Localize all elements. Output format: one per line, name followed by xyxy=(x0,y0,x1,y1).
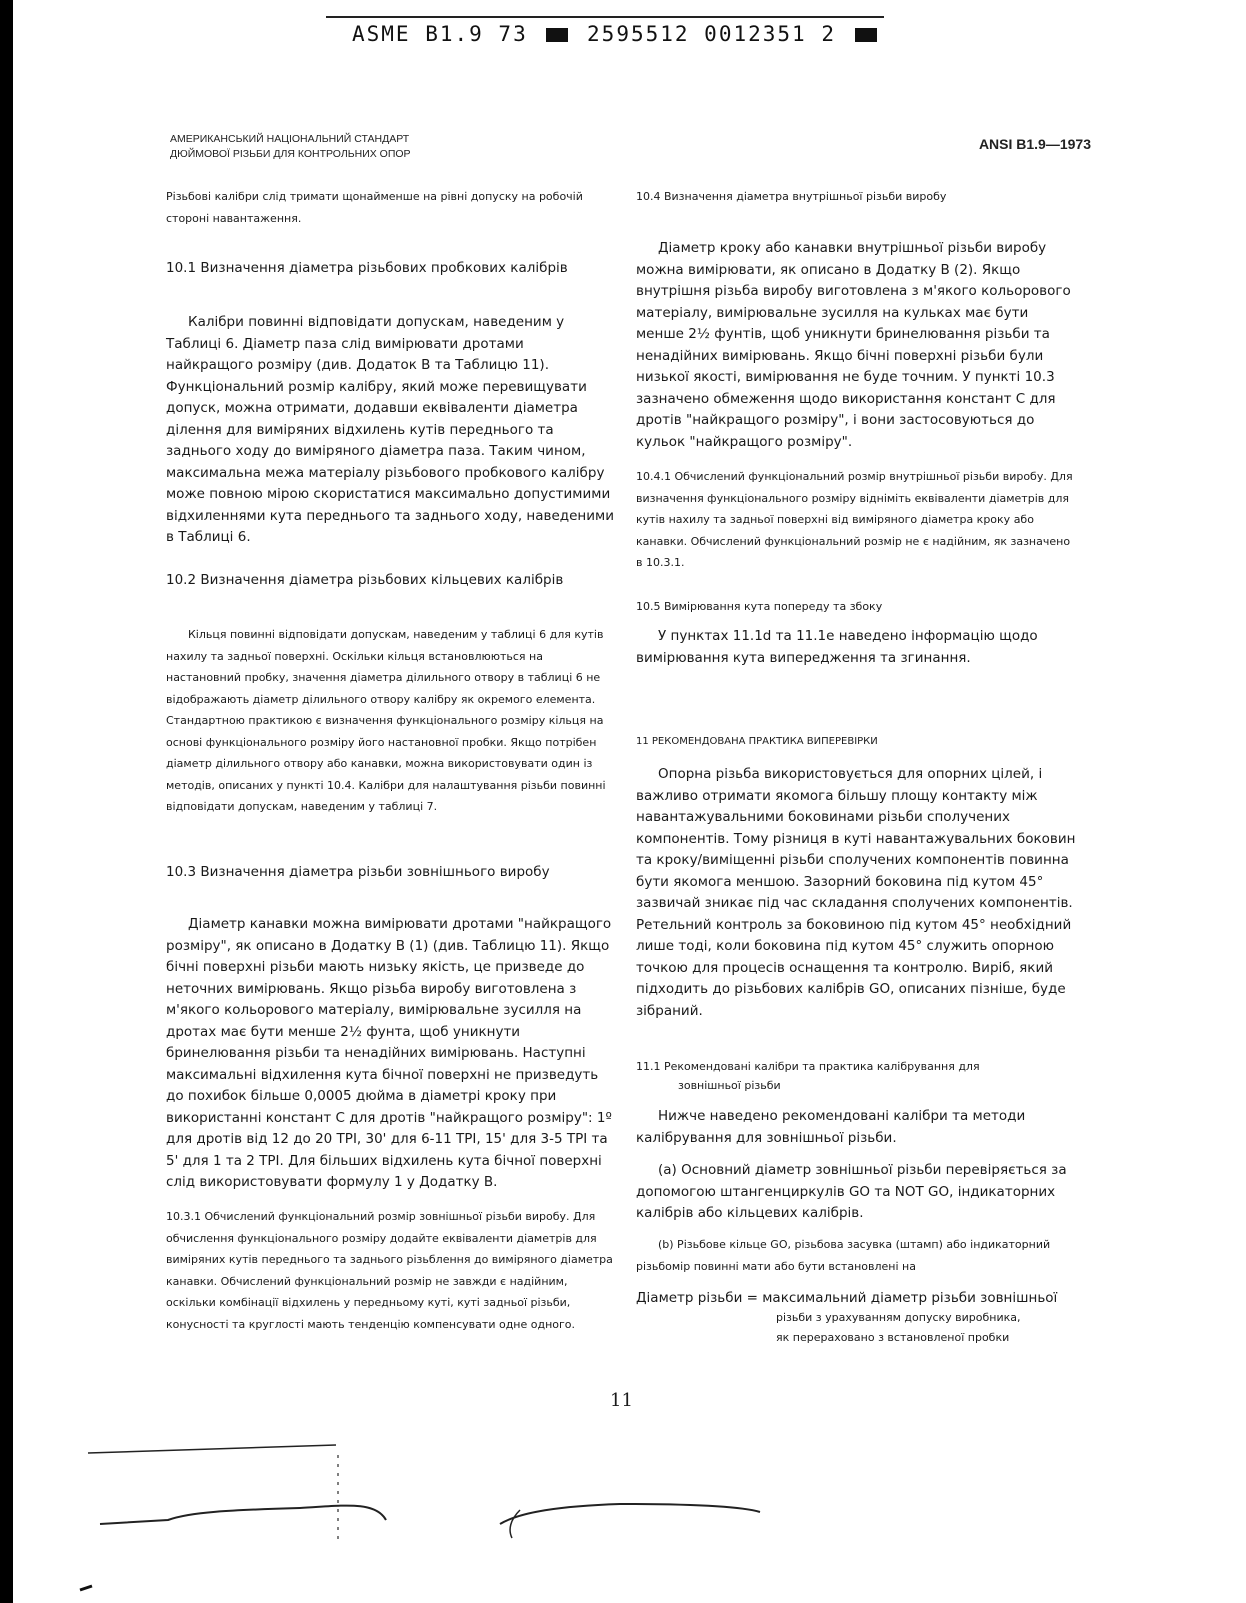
code-part-1: ASME B1.9 73 xyxy=(352,22,528,46)
intro-paragraph: Різьбові калібри слід тримати щонайменше на рівні допуску на робочій стороні навантаження. xyxy=(166,190,583,225)
section-11-text: Опорна різьба використовується для опорних цілей, і важливо отримати якомога більшу площу контакту між навантажувальними боковинами різьби сполучених компонентів. Тому різниця в куті навантажувальних боковин та кроку/виміщенні різьби сполучених компонентів повинна бути якомога меншою. Зазорний боковина під кутом 45° зазвичай зникає під час складання сполучених компонентів. Ретельний контроль за боковиною під кутом 45° необхідний лише тоді, коли боковина під кутом 45° служить опорною точкою для процесів оснащення та контролю. Виріб, який підходить до різьбових калібрів GO, описаних пізніше, буде зібраний. xyxy=(636,766,1076,1019)
section-10-3-heading: 10.3 Визначення діаметра різьби зовнішнього виробу xyxy=(166,864,550,880)
formula-line-1: Діаметр різьби = максимальний діаметр різьби зовнішньої xyxy=(636,1290,1058,1306)
section-10-2-text: Кільця повинні відповідати допускам, наведеним у таблиці 6 для кутів нахилу та задньої поверхні. Оскільки кільця встановлюються на настановний пробку, значення діаметра ділильного отвору в таблиці 6 не відображають діаметр ділильного отвору калібру як окремого елемента. Стандартною практикою є визначення функціонального розміру кільця на основі функціонального розміру його настановної пробки. Якщо потрібен діаметр ділильного отвору або канавки, можна використовувати один із методів, описаних у пункті 10.4. Калібри для налаштування різьби повинні відповідати допускам, наведеним у таблиці 7. xyxy=(166,628,606,813)
code-part-2: 2595512 0012351 2 xyxy=(587,22,836,46)
section-10-5-heading: 10.5 Вимірювання кута попереду та збоку xyxy=(636,600,883,613)
section-10-1-text: Калібри повинні відповідати допускам, наведеним у Таблиці 6. Діаметр паза слід вимірювати дротами найкращого розміру (див. Додаток B та Таблицю 11). Функціональний розмір калібру, який може перевищувати допуск, можна отримати, додавши еквіваленти діаметра ділення для виміряних відхилень кутів переднього та заднього ходу до виміряного діаметра паза. Таким чином, максимальна межа матеріалу різьбового пробкового калібру може повною мірою скористатися максимально допустимими відхиленнями кута переднього та заднього ходу, наведеними в Таблиці 6. xyxy=(166,314,614,545)
section-10-4-heading: 10.4 Визначення діаметра внутрішньої різьби виробу xyxy=(636,190,947,203)
section-11-1-heading-line-2: зовнішньої різьби xyxy=(678,1078,781,1092)
section-10-4-1-text: 10.4.1 Обчислений функціональний розмір внутрішньої різьби виробу. Для визначення функціонального розміру відніміть еквіваленти діаметрів для кутів нахилу та задньої поверхні від виміряного діаметра кроку або канавки. Обчислений функціональний розмір не є надійним, як зазначено в 10.3.1. xyxy=(636,470,1073,569)
section-10-4-text: Діаметр кроку або канавки внутрішньої різьби виробу можна вимірювати, як описано в Додатку B (2). Якщо внутрішня різьба виробу виготовлена з м'якого кольорового матеріалу, вимірювальне зусилля на кульках має бути менше 2½ фунтів, щоб уникнути бринелювання різьби та ненадійних вимірювань. Якщо бічні поверхні різьби були низької якості, вимірювання не буде точним. У пункті 10.3 зазначено обмеження щодо використання констант C для дротів "найкращого розміру", і вони застосовуються до кульок "найкращого розміру". xyxy=(636,240,1071,450)
formula-line-2: різьби з урахуванням допуску виробника, xyxy=(776,1311,1021,1324)
section-11-1-heading-line-1: 11.1 Рекомендовані калібри та практика калібрування для xyxy=(636,1060,980,1073)
item-b: (b) Різьбове кільце GO, різьбова засувка (штамп) або індикаторний різьбомір повинні мати або бути встановлені на xyxy=(636,1238,1051,1273)
header-line-2: ДЮЙМОВОЇ РІЗЬБИ ДЛЯ КОНТРОЛЬНИХ ОПОР xyxy=(170,148,411,160)
section-10-3-1-text: 10.3.1 Обчислений функціональний розмір зовнішньої різьби виробу. Для обчислення функціонального розміру додайте еквіваленти діаметрів для виміряних кутів переднього та заднього різьблення до виміряного діаметра канавки. Обчислений функціональний розмір не завжди є надійним, оскільки комбінації відхилень у передньому куті, куті задньої різьби, конусності та круглості мають тенденцію компенсувати одне одного. xyxy=(166,1210,613,1331)
section-10-3-text: Діаметр канавки можна вимірювати дротами "найкращого розміру", як описано в Додатку B (1) (див. Таблицю 11). Якщо бічні поверхні різьби мають низьку якість, це призведе до неточних вимірювань. Якщо різьба виробу виготовлена з м'якого кольорового матеріалу, вимірювальне зусилля на дротах має бути менше 2½ фунта, щоб уникнути бринелювання різьби та ненадійних вимірювань. Наступні максимальні відхилення кута бічної поверхні не призведуть до похибок більше 0,0005 дюйма в діаметрі кроку при використанні констант C для дротів "найкращого розміру": 1º для дротів від 12 до 20 TPI, 30' для 6-11 TPI, 15' для 3-5 TPI та 5' для 1 та 2 TPI. Для більших відхилень кута бічної поверхні слід використовувати формулу 1 у Додатку B. xyxy=(166,916,612,1190)
item-a: (a) Основний діаметр зовнішньої різьби перевіряється за допомогою штангенциркулів GO та NOT GO, індикаторних калібрів або кільцевих калібрів. xyxy=(636,1162,1067,1221)
section-10-1-heading: 10.1 Визначення діаметра різьбових пробкових калібрів xyxy=(166,260,568,276)
section-11-1-text: Нижче наведено рекомендовані калібри та методи калібрування для зовнішньої різьби. xyxy=(636,1108,1026,1146)
header-line-1: АМЕРИКАНСЬКИЙ НАЦІОНАЛЬНИЙ СТАНДАРТ xyxy=(170,133,410,145)
formula-line-3: як перераховано з встановленої пробки xyxy=(776,1331,1010,1344)
page-number: 11 xyxy=(610,1390,633,1411)
standard-number: ANSI B1.9—1973 xyxy=(978,136,1091,152)
section-10-2-heading: 10.2 Визначення діаметра різьбових кільцевих калібрів xyxy=(166,572,564,588)
section-11-heading: 11 РЕКОМЕНДОВАНА ПРАКТИКА ВИПЕРЕВІРКИ xyxy=(636,736,878,747)
section-10-5-text: У пунктах 11.1d та 11.1e наведено інформацію щодо вимірювання кута випередження та згинання. xyxy=(636,628,1038,666)
